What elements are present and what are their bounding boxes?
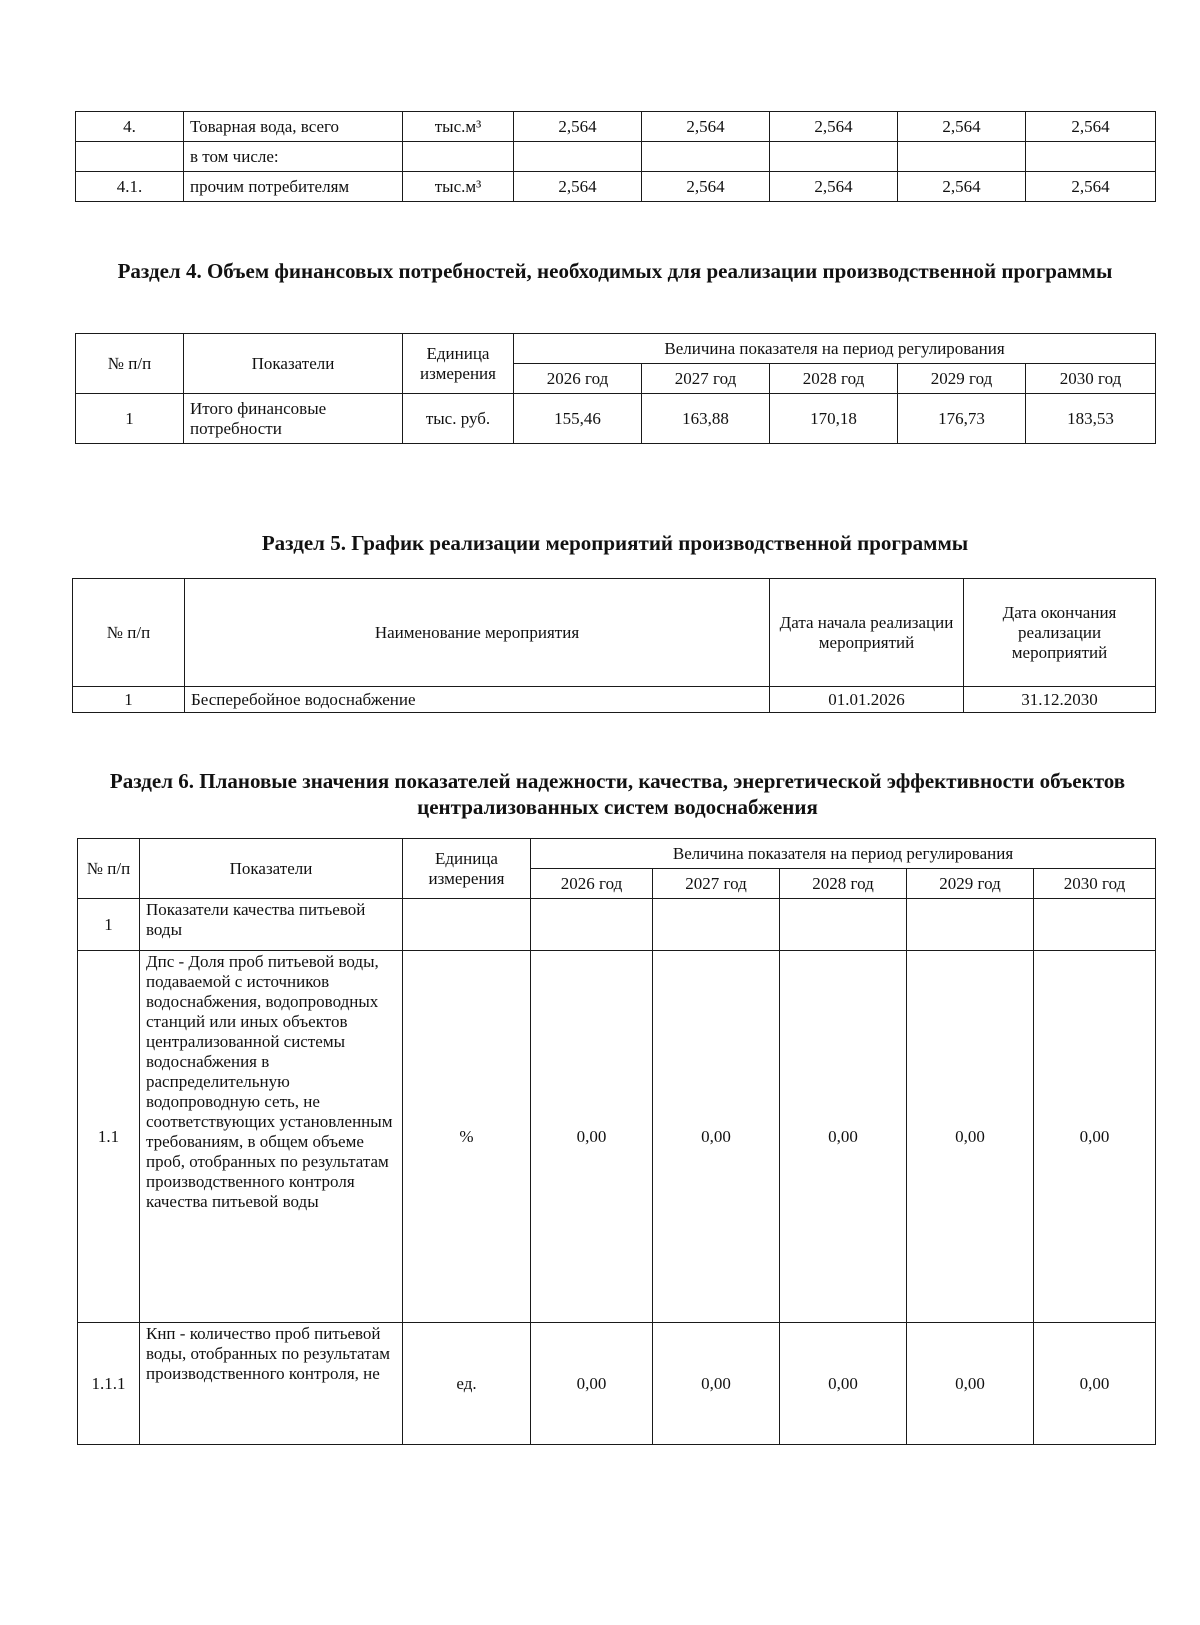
table-row [76, 142, 1156, 172]
section5-table [72, 578, 1156, 713]
year-header: 2030 год [1034, 869, 1156, 899]
table-row [76, 112, 1156, 142]
row-unit: ед. [403, 1323, 531, 1445]
section5-title: Раздел 5. График реализации мероприятий производственной программы [261, 531, 969, 555]
row-value: 2,564 [1026, 112, 1156, 142]
row-value: 0,00 [653, 1323, 780, 1445]
year-header: 2030 год [1026, 364, 1156, 394]
row-value: 170,18 [770, 394, 898, 444]
row-name: Кнп - количество проб питьевой воды, отобранных по результатам производственного контроля, не [140, 1323, 403, 1445]
row-value: 0,00 [1034, 1323, 1156, 1445]
row-value: 2,564 [898, 172, 1026, 202]
commodity-water-table [75, 111, 1156, 202]
row-unit: тыс.м³ [403, 112, 514, 142]
table-row [76, 172, 1156, 202]
row-value: 2,564 [642, 172, 770, 202]
row-value [898, 142, 1026, 172]
row-number: 1.1 [78, 951, 140, 1323]
row-number: 4. [76, 112, 184, 142]
row-value: 0,00 [780, 1323, 907, 1445]
row-value: 2,564 [1026, 172, 1156, 202]
row-name: в том числе: [184, 142, 403, 172]
year-header: 2029 год [898, 364, 1026, 394]
row-name: Товарная вода, всего [184, 112, 403, 142]
year-header: 2028 год [780, 869, 907, 899]
year-header: 2027 год [642, 364, 770, 394]
header-end-date: Дата окончания реализации мероприятий [964, 579, 1156, 687]
row-unit: тыс. руб. [403, 394, 514, 444]
row-value: 2,564 [770, 172, 898, 202]
row-value [780, 899, 907, 951]
row-value: 0,00 [1034, 951, 1156, 1323]
year-header: 2027 год [653, 869, 780, 899]
end-date: 31.12.2030 [964, 687, 1156, 713]
row-value: 2,564 [514, 172, 642, 202]
row-number: 1 [76, 394, 184, 444]
row-value: 2,564 [770, 112, 898, 142]
row-value: 163,88 [642, 394, 770, 444]
header-start-date: Дата начала реализации мероприятий [770, 579, 964, 687]
header-period: Величина показателя на период регулирования [514, 334, 1156, 364]
row-name: Итого финансовые потребности [184, 394, 403, 444]
row-value [770, 142, 898, 172]
table-row [78, 951, 1156, 1323]
row-value: 2,564 [642, 112, 770, 142]
row-value: 183,53 [1026, 394, 1156, 444]
row-value: 0,00 [780, 951, 907, 1323]
header-num: № п/п [78, 839, 140, 899]
table-row [78, 1323, 1156, 1445]
header-indicator: Показатели [184, 334, 403, 394]
row-value: 0,00 [907, 951, 1034, 1323]
row-value: 2,564 [898, 112, 1026, 142]
header-event-name: Наименование мероприятия [185, 579, 770, 687]
row-name: Дпс - Доля проб питьевой воды, подаваемой с источников водоснабжения, водопроводных станций или иных объектов централизованной системы водоснабжения в распределительную водопроводную сеть, не соответствующих установленным требованиям, в общем объеме проб, отобранных по результатам производственного контроля качества питьевой воды [140, 951, 403, 1323]
row-number: 4.1. [76, 172, 184, 202]
row-value: 2,564 [514, 112, 642, 142]
row-value [531, 899, 653, 951]
row-unit [403, 142, 514, 172]
header-num: № п/п [76, 334, 184, 394]
section6-title: Раздел 6. Плановые значения показателей надежности, качества, энергетической эффективности объектов централизованных систем водоснабжения [109, 769, 1126, 819]
row-value: 176,73 [898, 394, 1026, 444]
row-number: 1 [78, 899, 140, 951]
header-unit: Единица измерения [403, 334, 514, 394]
year-header: 2026 год [531, 869, 653, 899]
header-unit: Единица измерения [403, 839, 531, 899]
header-num: № п/п [73, 579, 185, 687]
row-name: Бесперебойное водоснабжение [185, 687, 770, 713]
row-value: 0,00 [653, 951, 780, 1323]
row-name: прочим потребителям [184, 172, 403, 202]
section4-table [75, 333, 1156, 444]
row-unit: % [403, 951, 531, 1323]
year-header: 2026 год [514, 364, 642, 394]
section4-title: Раздел 4. Объем финансовых потребностей, необходимых для реализации производственной программы [117, 259, 1113, 283]
row-value: 0,00 [531, 951, 653, 1323]
table-row [73, 687, 1156, 713]
row-value: 155,46 [514, 394, 642, 444]
section6-table [77, 838, 1156, 1445]
row-value: 0,00 [907, 1323, 1034, 1445]
row-value [514, 142, 642, 172]
table-row [76, 394, 1156, 444]
row-value: 0,00 [531, 1323, 653, 1445]
year-header: 2029 год [907, 869, 1034, 899]
start-date: 01.01.2026 [770, 687, 964, 713]
row-value [1034, 899, 1156, 951]
row-number: 1 [73, 687, 185, 713]
row-name: Показатели качества питьевой воды [140, 899, 403, 951]
header-indicator: Показатели [140, 839, 403, 899]
row-value [653, 899, 780, 951]
row-value [1026, 142, 1156, 172]
row-number: 1.1.1 [78, 1323, 140, 1445]
row-unit [403, 899, 531, 951]
row-unit: тыс.м³ [403, 172, 514, 202]
header-period: Величина показателя на период регулирования [531, 839, 1156, 869]
table-row [78, 899, 1156, 951]
row-value [642, 142, 770, 172]
row-number [76, 142, 184, 172]
row-value [907, 899, 1034, 951]
year-header: 2028 год [770, 364, 898, 394]
